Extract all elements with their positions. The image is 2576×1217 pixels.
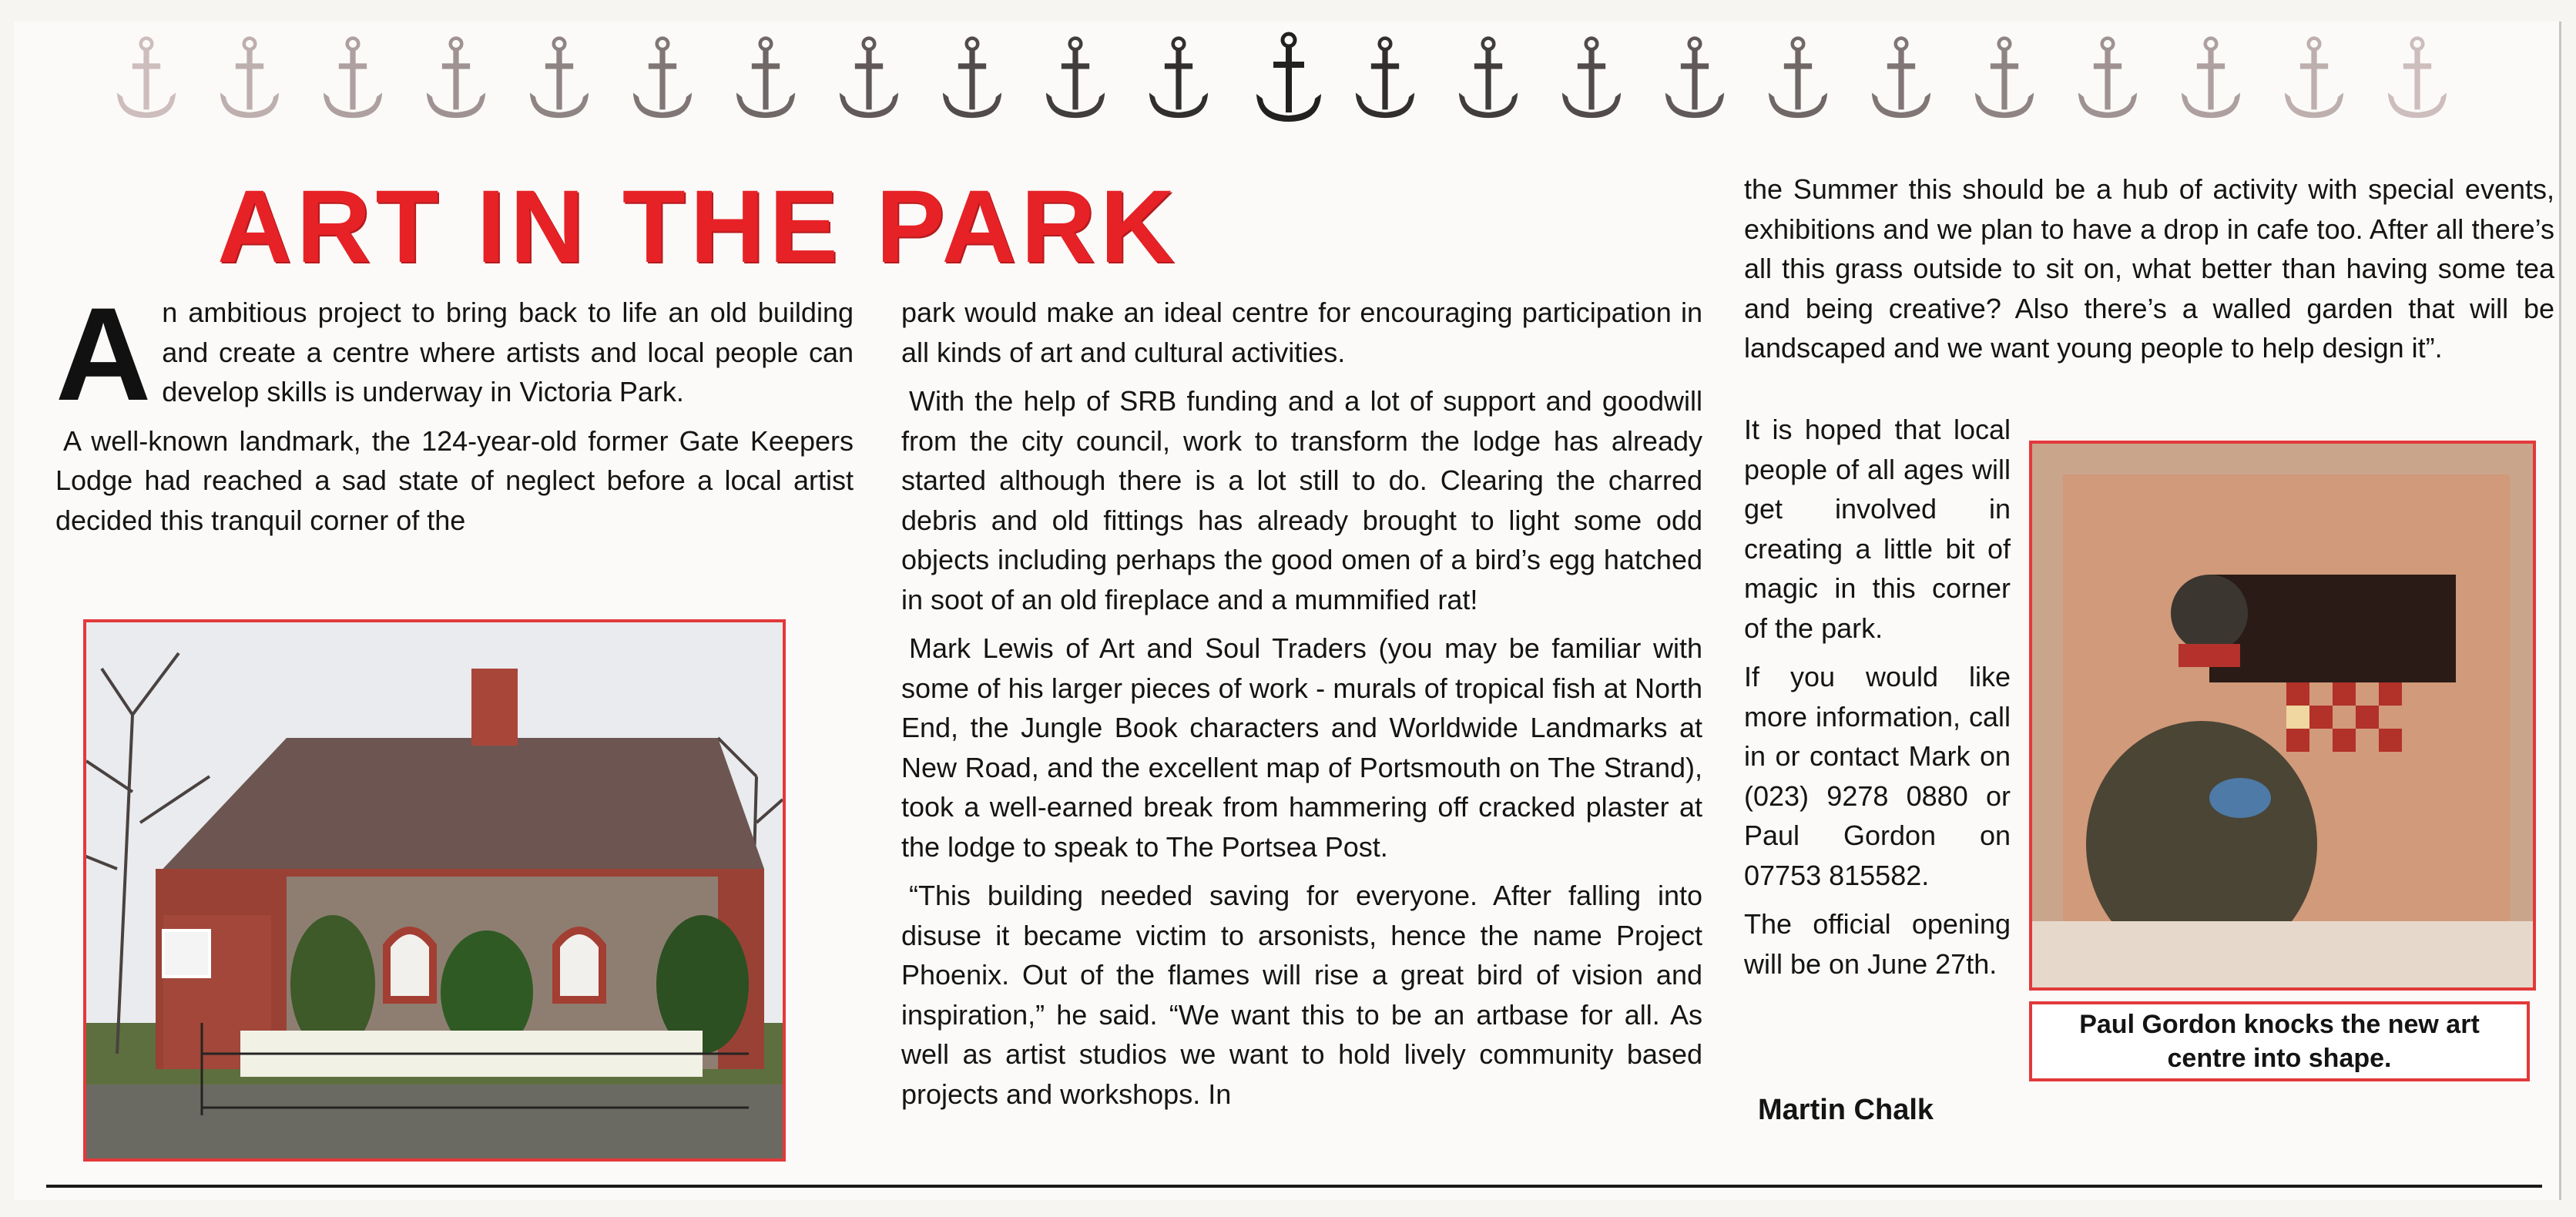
anchor-icon — [1356, 39, 1414, 118]
anchor-border — [108, 31, 2473, 139]
article-column-2 — [901, 293, 1702, 1123]
anchor-icon — [2078, 39, 2137, 118]
paragraph: n ambitious project to bring back to life an old building and create a centre where artists and local people can develop skills is underway in Victoria Park. — [162, 297, 854, 407]
drop-cap: A — [55, 280, 152, 428]
anchor-icon — [1149, 39, 1208, 118]
paragraph: The official opening will be on June 27th. — [1744, 908, 2011, 980]
paragraph: park would make an ideal centre for encouraging participation in all kinds of art and cultural activities. — [901, 297, 1702, 368]
paragraph: “This building needed saving for everyone. After falling into disuse it became victim to arsonists, hence the name Project Phoenix. Out of the flames will rise a great bird of vision and inspiration,” he said. “We want this to be an artbase for all. As well as artist studios we want to hold lively community based projects and workshops. In — [901, 880, 1702, 1110]
anchor-icon — [530, 39, 589, 118]
paragraph: the Summer this should be a hub of activity with special events, exhibitions and we plan to have a drop in cafe too. After all there’s all this grass outside to sit on, what better than having some tea and being creative? Also there’s a walled garden that will be landscaped and we want young people to help design it”. — [1744, 173, 2554, 364]
byline: Martin Chalk — [1758, 1094, 1934, 1126]
anchor-icon — [840, 39, 898, 118]
anchor-icon — [633, 39, 692, 118]
article-column-3 — [1744, 169, 2554, 377]
anchor-icon — [1046, 39, 1105, 118]
anchor-icon — [1562, 39, 1621, 118]
article-headline: ART IN THE PARK — [217, 169, 1179, 284]
paragraph: With the help of SRB funding and a lot of support and goodwill from the city council, work to transform the lodge has already started although there is a lot still to do. Clearing the charred debris and old fittings has already brought to light some odd objects including perhaps the good omen of a bird’s egg hatched in soot of an old fireplace and a mummified rat! — [901, 385, 1702, 615]
anchor-icon — [2182, 39, 2240, 118]
anchor-icon — [324, 39, 382, 118]
anchor-icon — [943, 39, 1001, 118]
anchor-icon — [1975, 39, 2034, 118]
anchor-icon — [220, 39, 279, 118]
article-column-1 — [55, 280, 854, 549]
anchor-icon — [427, 39, 485, 118]
gatekeepers-lodge-photo — [83, 619, 786, 1162]
anchor-icon — [1872, 39, 1930, 118]
anchor-icon — [2388, 39, 2447, 118]
paragraph: It is hoped that local people of all ages will get involved in creating a little bit of magic in this corner of the park. — [1744, 414, 2011, 644]
paragraph: A well-known landmark, the 124-year-old former Gate Keepers Lodge had reached a sad state of neglect before a local artist decided this tranquil corner of the — [55, 424, 854, 536]
anchor-icon — [1459, 39, 1518, 118]
bottom-rule — [46, 1185, 2542, 1188]
article-column-3-narrow — [1744, 410, 2011, 993]
paragraph: If you would like more information, call in or contact Mark on (023) 9278 0880 or Paul Gordon on 07753 815582. — [1744, 661, 2011, 891]
anchor-icon — [1256, 34, 1321, 122]
anchor-icon — [736, 39, 795, 118]
anchor-icon — [117, 39, 176, 118]
photo-caption: Paul Gordon knocks the new art centre into shape. — [2029, 1001, 2530, 1081]
paul-gordon-fireplace-photo — [2029, 441, 2536, 991]
anchor-icon — [2285, 39, 2343, 118]
paragraph: Mark Lewis of Art and Soul Traders (you may be familiar with some of his larger pieces of work - murals of tropical fish at North End, the Jungle Book characters and Worldwide Landmarks at New Road, and the excellent map of Portsmouth on The Strand), took a well-earned break from hammering off cracked plaster at the lodge to speak to The Portsea Post. — [901, 632, 1702, 863]
anchor-icon — [1769, 39, 1827, 118]
anchor-icon — [1665, 39, 1724, 118]
